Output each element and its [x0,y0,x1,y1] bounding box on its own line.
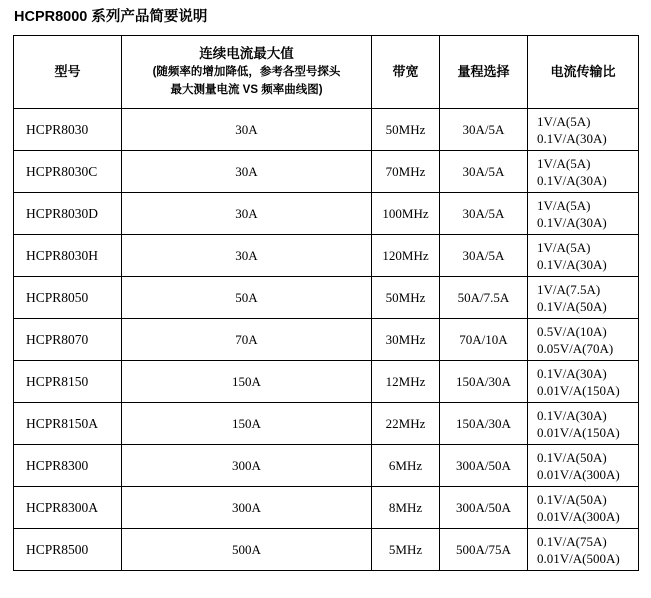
cell-max-current: 300A [122,445,372,487]
column-header-max-current [122,36,372,109]
cell-bandwidth: 50MHz [372,109,440,151]
cell-bandwidth: 30MHz [372,319,440,361]
cell-ratio-line: 0.5V/A(10A) [537,323,607,339]
cell-model: HCPR8300 [14,445,122,487]
cell-ratio-line: 0.1V/A(30A) [537,256,607,272]
table-header-row [14,36,639,109]
cell-max-current: 30A [122,151,372,193]
cell-ratio-line: 1V/A(5A) [537,113,591,129]
cell-ratio [528,319,639,361]
cell-ratio-line: 0.1V/A(30A) [537,130,607,146]
cell-bandwidth: 6MHz [372,445,440,487]
cell-ratio-line: 1V/A(5A) [537,197,591,213]
cell-model: HCPR8070 [14,319,122,361]
cell-model: HCPR8030D [14,193,122,235]
cell-max-current: 70A [122,319,372,361]
column-header-ratio: 电流传输比 [528,36,639,109]
cell-max-current: 150A [122,403,372,445]
cell-max-current: 150A [122,361,372,403]
cell-bandwidth: 100MHz [372,193,440,235]
cell-range: 150A/30A [440,361,528,403]
cell-range: 50A/7.5A [440,277,528,319]
cell-bandwidth: 120MHz [372,235,440,277]
cell-range: 30A/5A [440,151,528,193]
cell-ratio [528,277,639,319]
cell-range: 150A/30A [440,403,528,445]
table-body [14,109,639,571]
cell-ratio [528,235,639,277]
cell-ratio-line: 0.1V/A(30A) [537,214,607,230]
column-header-max-current-line1: 连续电流最大值 [199,46,294,61]
table-row [14,277,639,319]
cell-ratio-line: 0.1V/A(75A) [537,533,607,549]
cell-ratio [528,109,639,151]
cell-ratio [528,403,639,445]
cell-ratio-line: 0.1V/A(50A) [537,449,607,465]
cell-ratio-line: 0.1V/A(30A) [537,172,607,188]
cell-ratio [528,529,639,571]
cell-model: HCPR8030 [14,109,122,151]
cell-model: HCPR8150A [14,403,122,445]
cell-ratio-line: 0.05V/A(70A) [537,340,614,356]
cell-range: 500A/75A [440,529,528,571]
product-spec-table [13,35,639,571]
cell-model: HCPR8500 [14,529,122,571]
table-row [14,151,639,193]
cell-range: 30A/5A [440,235,528,277]
cell-ratio-line: 0.01V/A(150A) [537,382,620,398]
cell-range: 30A/5A [440,193,528,235]
column-header-max-current-line2: (随频率的增加降低，参考各型号探头 [152,66,341,78]
cell-ratio-line: 1V/A(5A) [537,239,591,255]
cell-range: 30A/5A [440,109,528,151]
column-header-max-current-line3: 最大测量电流 VS 频率曲线图) [170,84,323,96]
column-header-model: 型号 [14,36,122,109]
cell-ratio-line: 0.01V/A(300A) [537,508,620,524]
cell-max-current: 30A [122,193,372,235]
cell-max-current: 30A [122,235,372,277]
column-header-bandwidth: 带宽 [372,36,440,109]
cell-ratio [528,193,639,235]
cell-model: HCPR8150 [14,361,122,403]
page-title: HCPR8000 系列产品简要说明 [14,9,208,25]
table-row [14,403,639,445]
cell-model: HCPR8300A [14,487,122,529]
cell-model: HCPR8030H [14,235,122,277]
table-row [14,529,639,571]
cell-ratio-line: 1V/A(5A) [537,155,591,171]
table-row [14,445,639,487]
table-row [14,193,639,235]
table-row [14,487,639,529]
table-row [14,235,639,277]
table-row [14,109,639,151]
cell-bandwidth: 12MHz [372,361,440,403]
cell-ratio-line: 0.01V/A(500A) [537,550,620,566]
table-row [14,319,639,361]
cell-ratio [528,487,639,529]
cell-ratio [528,361,639,403]
cell-ratio-line: 0.1V/A(30A) [537,365,607,381]
cell-range: 300A/50A [440,487,528,529]
table-header [14,36,639,109]
column-header-range: 量程选择 [440,36,528,109]
table-row [14,361,639,403]
cell-ratio-line: 0.1V/A(50A) [537,491,607,507]
cell-model: HCPR8030C [14,151,122,193]
cell-bandwidth: 50MHz [372,277,440,319]
cell-ratio-line: 0.1V/A(50A) [537,298,607,314]
cell-ratio-line: 0.01V/A(150A) [537,424,620,440]
cell-max-current: 50A [122,277,372,319]
cell-bandwidth: 22MHz [372,403,440,445]
cell-max-current: 500A [122,529,372,571]
cell-ratio [528,151,639,193]
cell-ratio-line: 0.01V/A(300A) [537,466,620,482]
cell-bandwidth: 5MHz [372,529,440,571]
cell-ratio-line: 1V/A(7.5A) [537,281,601,297]
cell-range: 300A/50A [440,445,528,487]
cell-max-current: 300A [122,487,372,529]
cell-bandwidth: 8MHz [372,487,440,529]
cell-ratio-line: 0.1V/A(30A) [537,407,607,423]
cell-model: HCPR8050 [14,277,122,319]
cell-bandwidth: 70MHz [372,151,440,193]
cell-range: 70A/10A [440,319,528,361]
cell-ratio [528,445,639,487]
cell-max-current: 30A [122,109,372,151]
